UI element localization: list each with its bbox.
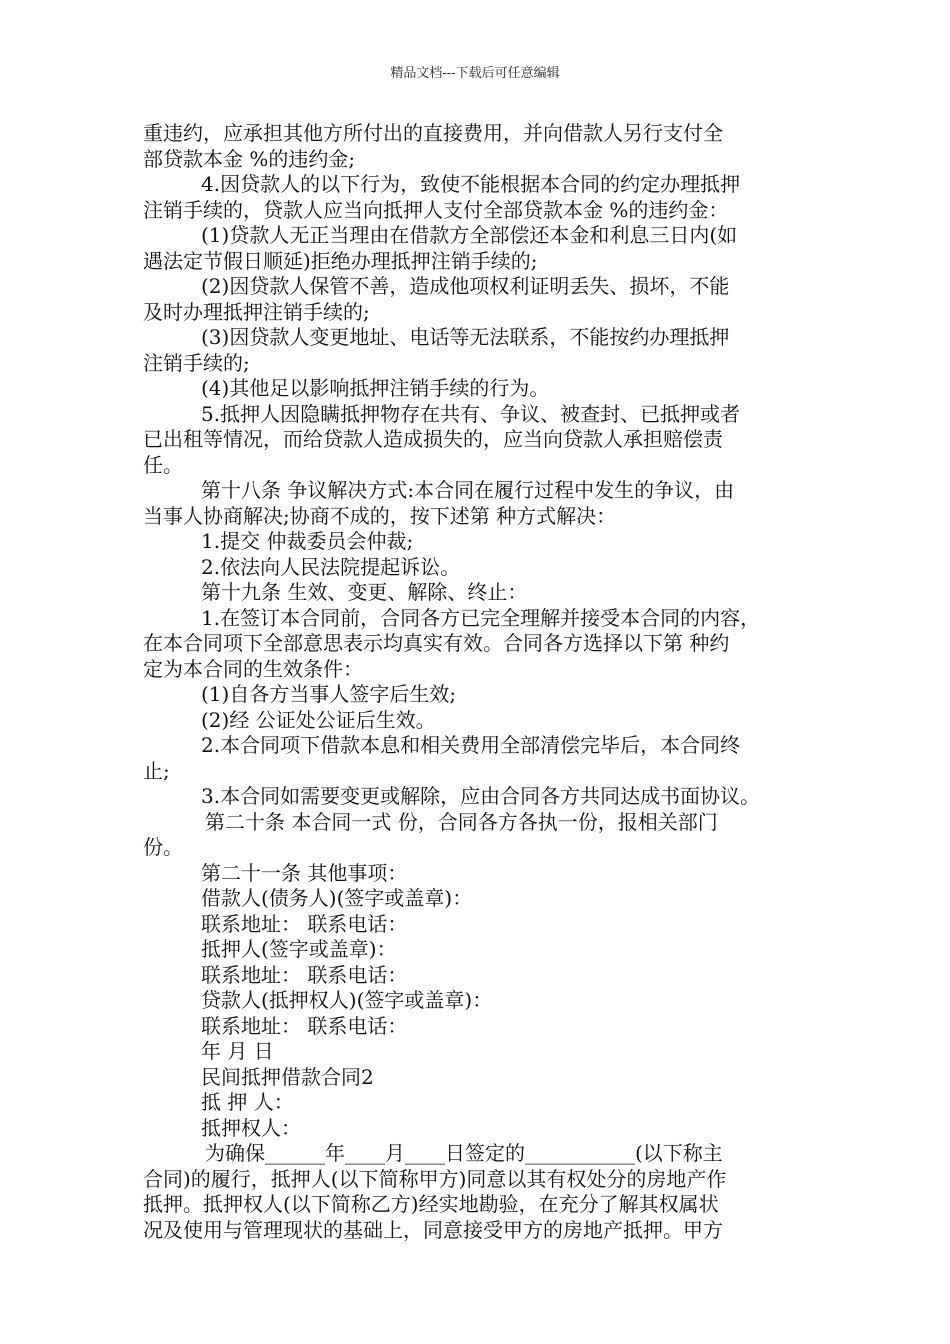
text-line: 1.提交 仲裁委员会仲裁; [201,529,414,553]
text-line: 况及使用与管理现状的基础上，同意接受甲方的房地产抵押。甲方 [143,1217,723,1242]
text-line: 5.抵押人因隐瞒抵押物存在共有、争议、被查封、已抵押或者 [201,401,741,426]
text-line: 抵押。抵押权人(以下简称乙方)经实地勘验，在充分了解其权属状 [143,1192,719,1216]
text-line: 部贷款本金 %的违约金; [143,146,356,171]
text-line: 抵 押 人： [201,1090,294,1114]
page-header: 精品文档---下载后可任意编辑 [390,66,560,81]
text-line: 已出租等情况，而给贷款人造成损失的，应当向贷款人承担赔偿责 [143,427,723,451]
text-line: 4.因贷款人的以下行为，致使不能根据本合同的约定办理抵押 [201,172,741,196]
text-line: 注销手续的，贷款人应当向抵押人支付全部贷款本金 %的违约金： [143,197,729,222]
text-line: (1)自各方当事人签字后生效; [201,682,457,706]
text-line: 注销手续的; [143,350,250,375]
text-line: 定为本合同的生效条件： [143,656,363,681]
text-line: 年 月 日 [201,1039,274,1063]
text-line: 第二十一条 其他事项： [201,860,408,885]
text-line: 合同)的履行，抵押人(以下简称甲方)同意以其有权处分的房地产作 [143,1166,727,1191]
text-line: 1.在签订本合同前，合同各方已完全理解并接受本合同的内容， [201,605,761,630]
text-line: 重违约，应承担其他方所付出的直接费用，并向借款人另行支付全 [143,121,723,145]
text-line: 第十九条 生效、变更、解除、终止： [201,580,528,604]
text-line: 联系地址： 联系电话： [201,1013,408,1038]
text-line: 遇法定节假日顺延)拒绝办理抵押注销手续的; [143,248,538,273]
text-line: 为确保______年____月____日签定的___________(以下称主 [205,1141,723,1165]
text-line: 3.本合同如需要变更或解除，应由合同各方共同达成书面协议。 [201,784,761,808]
text-line: 抵押权人： [201,1115,301,1140]
text-line: 联系地址： 联系电话： [201,911,408,936]
text-line: (1)贷款人无正当理由在借款方全部偿还本金和利息三日内(如 [201,223,738,247]
text-line: 在本合同项下全部意思表示均真实有效。合同各方选择以下第 种约 [143,631,730,655]
text-line: 第十八条 争议解决方式:本合同在履行过程中发生的争议，由 [201,478,735,502]
text-line: 第二十条 本合同一式 份，合同各方各执一份，报相关部门 [205,809,718,834]
text-line: 抵押人(签字或盖章)： [201,937,397,961]
text-line: (2)经 公证处公证后生效。 [201,707,436,732]
text-line: (2)因贷款人保管不善，造成他项权利证明丢失、损坏，不能 [201,274,730,298]
text-line: 止; [143,758,170,783]
text-line: 民间抵押借款合同2 [201,1064,374,1089]
text-line: (4)其他足以影响抵押注销手续的行为。 [201,376,550,400]
text-line: (3)因贷款人变更地址、电话等无法联系，不能按约办理抵押 [201,325,730,349]
text-line: 2.依法向人民法院提起诉讼。 [201,554,461,579]
document-body [143,121,813,1243]
text-line: 及时办理抵押注销手续的; [143,299,370,324]
text-line: 当事人协商解决;协商不成的，按下述第 种方式解决： [143,503,617,528]
text-line: 份。 [143,835,183,859]
text-line: 借款人(债务人)(签字或盖章)： [201,886,473,910]
text-line: 联系地址： 联系电话： [201,962,408,987]
text-line: 贷款人(抵押权人)(签字或盖章)： [201,988,493,1012]
text-line: 2.本合同项下借款本息和相关费用全部清偿完毕后，本合同终 [201,733,741,757]
text-line: 任。 [143,452,183,477]
